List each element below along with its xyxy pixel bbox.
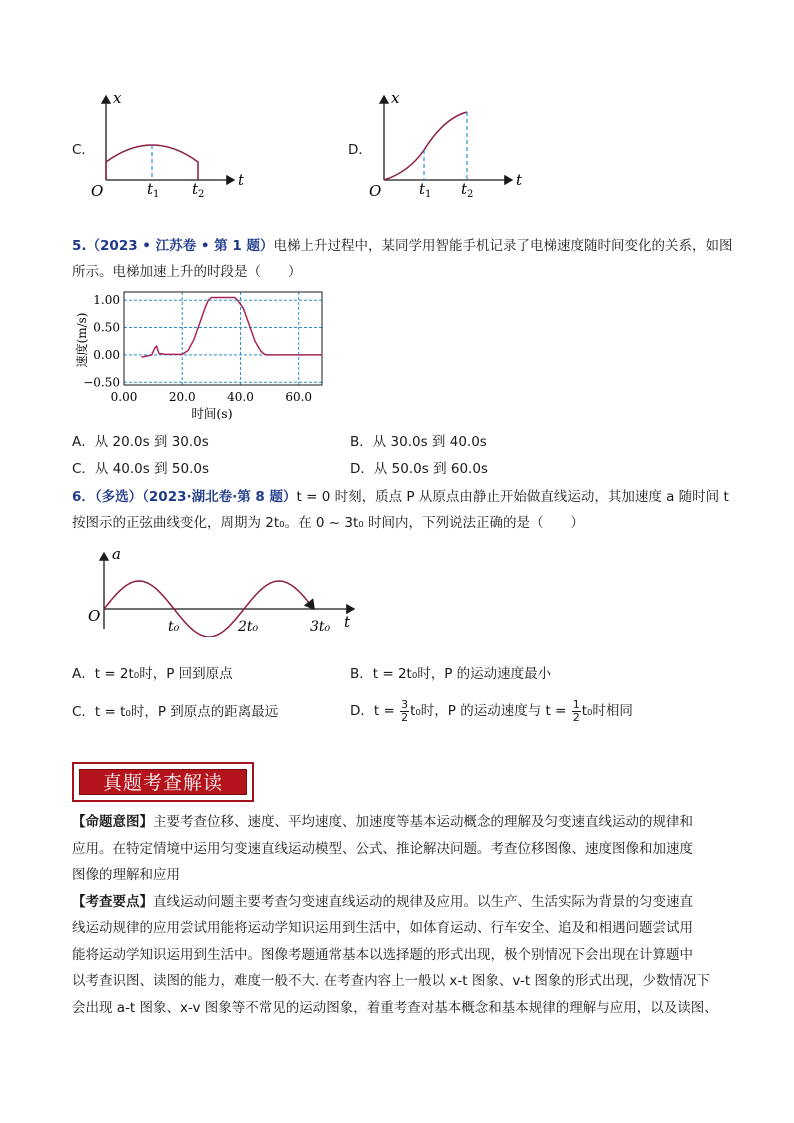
intent-tag: 【命题意图】 bbox=[72, 814, 153, 830]
points-line1: 【考查要点】直线运动问题主要考查匀变速直线运动的规律及应用。以生产、生活实际为背景的匀变速直 bbox=[72, 894, 693, 910]
intent-line2: 应用。在特定情境中运用匀变速直线运动模型、公式、推论解决问题。考查位移图像、速度图像和加速度 bbox=[72, 841, 693, 857]
q6-number: 6． bbox=[72, 489, 95, 505]
graph-c-t2-label: $t_2$ bbox=[192, 180, 205, 200]
points-line2: 线运动规律的应用尝试用能将运动学知识运用到生活中，如体育运动、行车安全、追及和相遇问题尝试用 bbox=[72, 920, 693, 936]
q6-x-label: t bbox=[344, 613, 351, 631]
option-c-label[interactable]: C． bbox=[72, 142, 95, 158]
chart-plot-frame bbox=[124, 292, 322, 385]
graph-c-displacement-time bbox=[86, 88, 256, 200]
chart-y-tick-label: 1.00 bbox=[93, 293, 120, 308]
graph-c-x-label: t bbox=[238, 171, 245, 189]
graph-c-y-label: x bbox=[113, 89, 122, 107]
chart-grid bbox=[124, 292, 322, 385]
q5-option-c[interactable]: C．从 40.0s 到 50.0s bbox=[72, 461, 209, 477]
q6-option-d-fraction2: $\frac{1}{2}$ bbox=[572, 697, 580, 724]
q5-source: （2023 • 江苏卷 • 第 1 题） bbox=[86, 238, 274, 254]
q6-option-a[interactable]: A．t = 2t₀时，P 回到原点 bbox=[72, 666, 233, 682]
q6-option-c[interactable]: C．t = t₀时，P 到原点的距离最远 bbox=[72, 704, 279, 720]
q6-stem-line1 bbox=[72, 484, 732, 510]
q6-option-d-pre: D．t = bbox=[350, 703, 400, 719]
q5-number: 5. bbox=[72, 238, 87, 254]
graph-d-origin: O bbox=[369, 182, 382, 200]
q6-option-d-fraction1: $\frac{3}{2}$ bbox=[401, 697, 409, 724]
chart-y-label: 速度(m/s) bbox=[75, 312, 89, 368]
graph-d-y-label: x bbox=[391, 89, 400, 107]
chart-x-label: 时间(s) bbox=[191, 406, 233, 421]
points-line4: 以考查识图、读图的能力，难度一般不大. 在考查内容上一般以 x-t 图象、v-t 图象的形式出现，少数情况下 bbox=[72, 973, 710, 989]
q6-tick-3t0: 3t₀ bbox=[310, 619, 331, 635]
option-d-label[interactable]: D． bbox=[348, 142, 372, 158]
section-banner-title: 真题考查解读 bbox=[79, 769, 247, 795]
points-line5: 会出现 a-t 图象、x-v 图象等不常见的运动图象，着重考查对基本概念和基本规律的理解与应用，以及读图、 bbox=[72, 1000, 718, 1016]
q6-option-d[interactable] bbox=[350, 694, 633, 728]
q6-stem-text1: t = 0 时刻，质点 P 从原点由静止开始做直线运动，其加速度 a 随时间 t bbox=[296, 489, 729, 505]
chart-x-tick-label: 40.0 bbox=[227, 390, 254, 404]
chart-y-tick-label: 0.00 bbox=[93, 347, 120, 362]
chart-y-tick-label: 0.50 bbox=[93, 320, 120, 335]
chart-x-ticks bbox=[111, 390, 312, 404]
q5-option-d[interactable]: D．从 50.0s 到 60.0s bbox=[350, 461, 488, 477]
intent-line3: 图像的理解和应用 bbox=[72, 867, 180, 883]
q6-source: （多选）（2023·湖北卷·第 8 题） bbox=[94, 489, 297, 505]
chart-x-tick-label: 0.00 bbox=[110, 390, 138, 404]
q5-stem-line2: 所示。电梯加速上升的时段是（ ） bbox=[72, 264, 302, 280]
intent-line1: 【命题意图】主要考查位移、速度、平均速度、加速度等基本运动概念的理解及匀变速直线运动的规律和 bbox=[72, 814, 693, 830]
chart-x-tick-label: 20.0 bbox=[168, 390, 196, 404]
q5-stem-text1: 电梯上升过程中，某同学用智能手机记录了电梯速度随时间变化的关系，如图 bbox=[273, 238, 733, 254]
graph-c-origin: O bbox=[91, 182, 104, 200]
points-tag: 【考查要点】 bbox=[72, 894, 153, 910]
chart-y-tick-label: −0.50 bbox=[83, 375, 120, 390]
q6-option-b[interactable]: B．t = 2t₀时，P 的运动速度最小 bbox=[350, 666, 552, 682]
graph-d-t1-label: $t_1$ bbox=[419, 180, 432, 200]
q6-stem-line2: 按图示的正弦曲线变化，周期为 2t₀。在 0 ~ 3t₀ 时间内，下列说法正确的是（ ） bbox=[72, 515, 584, 531]
q6-acceleration-graph bbox=[82, 545, 372, 637]
q5-stem-line1 bbox=[72, 233, 732, 259]
q6-option-d-post: t₀时相同 bbox=[581, 703, 633, 719]
graph-d-x-label: t bbox=[516, 171, 523, 189]
q6-tick-t0: t₀ bbox=[168, 619, 180, 635]
section-banner bbox=[72, 762, 254, 802]
q5-option-a[interactable]: A．从 20.0s 到 30.0s bbox=[72, 434, 209, 450]
q5-option-b[interactable]: B．从 30.0s 到 40.0s bbox=[350, 434, 487, 450]
graph-d-displacement-time bbox=[364, 88, 534, 200]
points-line3: 能将运动学知识运用到生活中。图像考题通常基本以选择题的形式出现，极个别情况下会出现在计算题中 bbox=[72, 947, 693, 963]
q6-origin: O bbox=[88, 607, 101, 625]
q6-option-d-mid: t₀时，P 的运动速度与 t = bbox=[410, 703, 571, 719]
q6-y-label: a bbox=[112, 545, 121, 563]
graph-d-curve bbox=[384, 112, 467, 180]
q5-velocity-time-chart bbox=[72, 288, 334, 428]
graph-c-t1-label: $t_1$ bbox=[147, 180, 160, 200]
q6-tick-2t0: 2t₀ bbox=[238, 619, 259, 635]
graph-d-t2-label: $t_2$ bbox=[461, 180, 474, 200]
chart-x-tick-label: 60.0 bbox=[285, 390, 313, 404]
